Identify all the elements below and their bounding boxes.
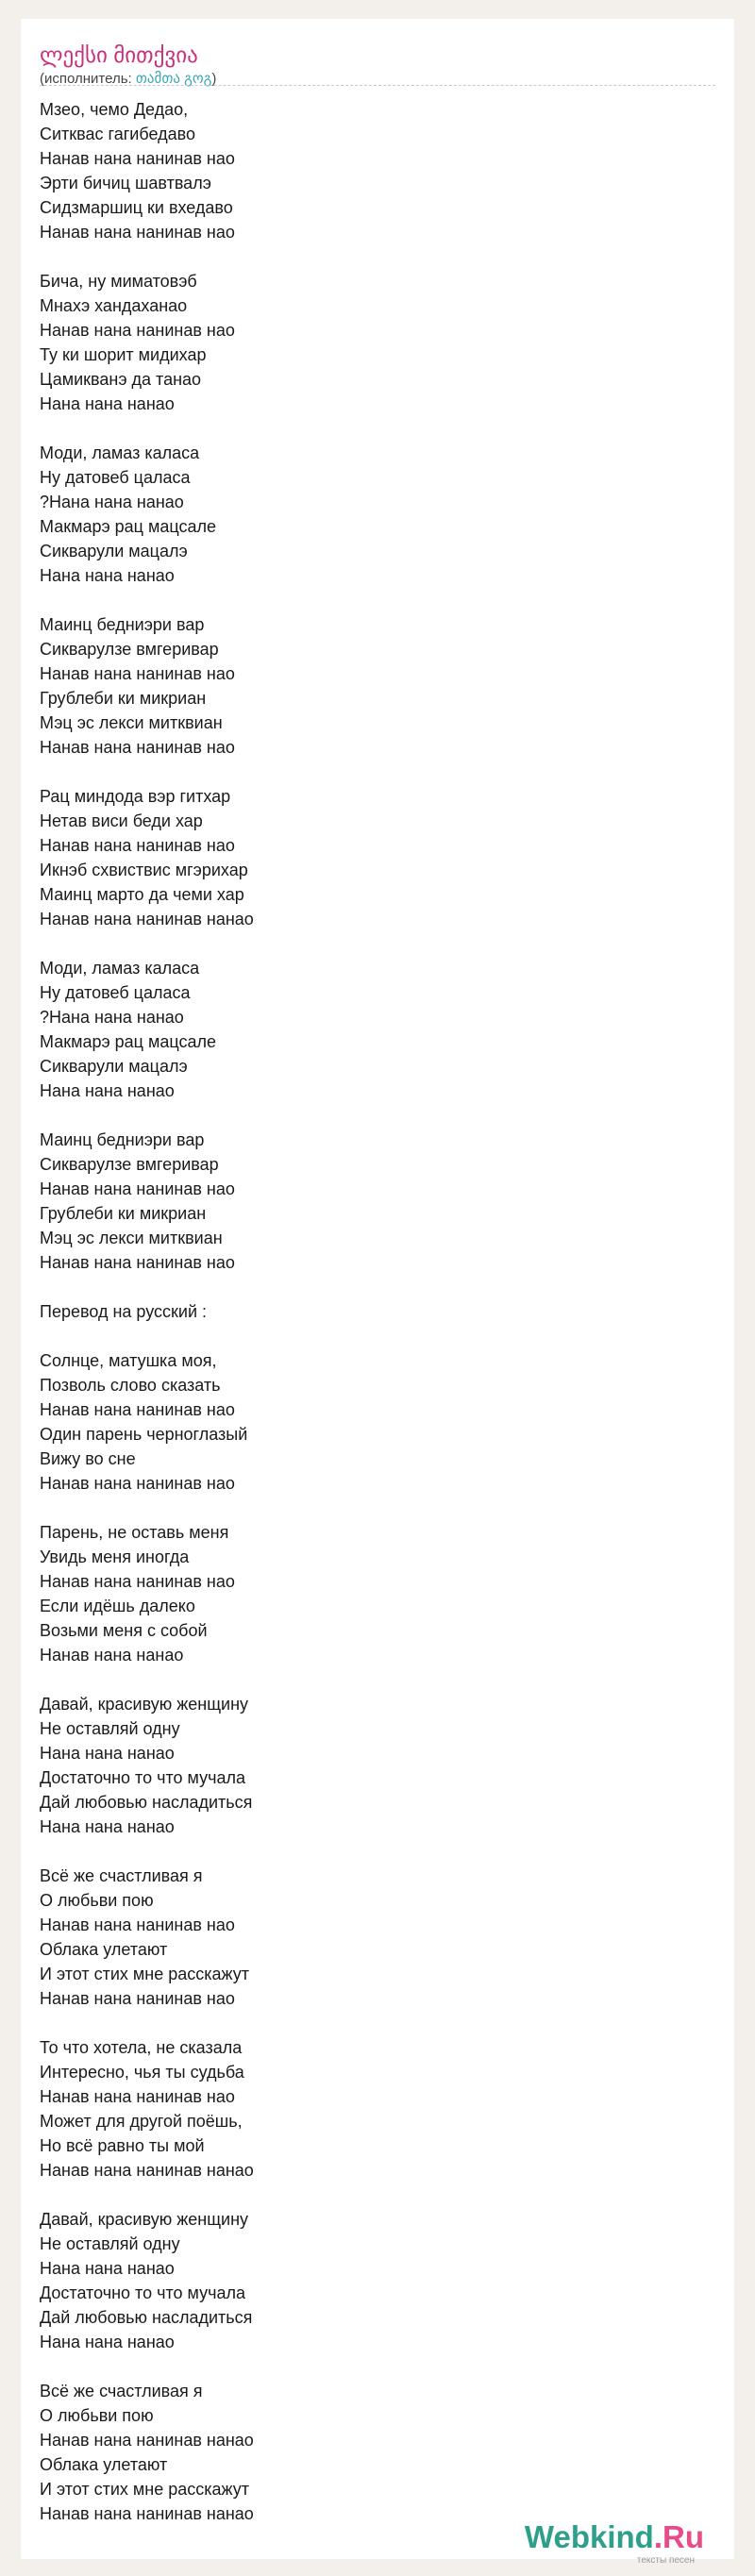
lyric-line: Нанав нана нанинав нао <box>40 1572 235 1591</box>
lyric-line: Интересно, чья ты судьба <box>40 2063 244 2082</box>
lyric-line: И этот стих мне расскажут <box>40 1965 250 1983</box>
lyric-line: Всё же счастливая я <box>40 2382 203 2400</box>
stanza <box>40 2035 715 2183</box>
logo-web-text: Webkind <box>524 2519 654 2554</box>
lyric-line: Макмарэ рац мацсале <box>40 1032 217 1051</box>
lyric-line: Мнахэ хандаханао <box>40 296 188 315</box>
lyric-line: Нана нана нанао <box>40 1744 175 1763</box>
stanza <box>40 956 715 1103</box>
lyric-line: Нанав нана нанинав нао <box>40 1989 235 2008</box>
lyric-line: Нана нана нанао <box>40 2259 175 2278</box>
lyric-line: Грублеби ки микриан <box>40 1204 207 1223</box>
lyric-line: Нанав нана нанинав нао <box>40 149 235 168</box>
lyric-line: Нанав нана нанинав нанао <box>40 2161 254 2180</box>
lyric-line: Рац миндода вэр гитхар <box>40 787 231 806</box>
header-divider <box>40 85 715 86</box>
lyric-line: Нанав нана нанинав нао <box>40 1915 235 1934</box>
lyrics-text <box>40 97 715 2551</box>
lyric-line: Нанав нана нанинав нао <box>40 738 235 757</box>
lyric-line: Дай любовью насладиться <box>40 1793 253 1812</box>
lyric-line: Но всё равно ты мой <box>40 2136 205 2155</box>
lyric-line: Нанав нана нанинав нао <box>40 1474 235 1493</box>
lyric-line: Сикварулзе вмгеривар <box>40 1155 219 1174</box>
lyric-line: Нанав нана нанинав нао <box>40 321 235 340</box>
lyric-line: Нанав нана нанинав нанао <box>40 2431 254 2450</box>
song-title: ლექსი მითქვია <box>40 42 198 67</box>
stanza <box>40 612 715 760</box>
stanza <box>40 1299 715 1324</box>
performer-close: ) <box>211 71 217 87</box>
lyric-line: Вижу во сне <box>40 1449 136 1468</box>
site-logo[interactable] <box>515 2519 704 2576</box>
song-header <box>40 40 715 106</box>
lyric-line: Не оставляй одну <box>40 1719 180 1738</box>
lyric-line: Нана нана нанао <box>40 2333 175 2351</box>
lyric-line: Возьми меня с собой <box>40 1621 208 1640</box>
lyrics-page <box>21 19 734 2566</box>
lyric-line: Мзео, чемо Дедао, <box>40 100 189 119</box>
lyric-line: Облака улетают <box>40 1940 168 1959</box>
stanza <box>40 1348 715 1496</box>
stanza <box>40 2379 715 2526</box>
lyric-line: Нанав нана нанинав нанао <box>40 2504 254 2523</box>
lyric-line: Мэц эс лекси митквиан <box>40 1229 223 1247</box>
lyric-line: Сидзмаршиц ки вхедаво <box>40 198 233 217</box>
lyric-line: Мэц эс лекси митквиан <box>40 713 223 732</box>
logo-tagline: тексты песен <box>636 2555 695 2566</box>
lyric-line: Если идёшь далеко <box>40 1597 195 1615</box>
lyric-line: Нанав нана нанинав нао <box>40 1400 235 1419</box>
lyric-line: Облака улетают <box>40 2455 168 2474</box>
lyric-line: Парень, не оставь меня <box>40 1523 229 1542</box>
lyric-line: Нанав нана нанинав нанао <box>40 910 254 928</box>
lyric-line: Нанав нана нанинав нао <box>40 664 235 683</box>
lyric-line: Позволь слово сказать <box>40 1376 221 1395</box>
lyric-line: Ну датовеб цаласа <box>40 983 191 1002</box>
logo-ru-text: .Ru <box>653 2519 704 2554</box>
lyric-line: Всё же счастливая я <box>40 1866 203 1885</box>
lyric-line: Нанав нана нанинав нао <box>40 2087 235 2106</box>
lyric-line: Ту ки шорит мидихар <box>40 345 207 364</box>
lyric-line: О любьви пою <box>40 1891 154 1910</box>
stanza <box>40 97 715 244</box>
lyric-line: Икнэб схвиствис мгэрихар <box>40 861 248 879</box>
lyric-line: Нанав нана нанинав нао <box>40 223 235 242</box>
lyric-line: Цамикванэ да танао <box>40 370 202 389</box>
lyric-line: Маинц бедниэри вар <box>40 1130 205 1149</box>
lyric-line: Нанав нана нанао <box>40 1646 184 1664</box>
lyric-line: Макмарэ рац мацсале <box>40 517 217 536</box>
lyric-line: Сикварулзе вмгеривар <box>40 640 219 659</box>
lyric-line: Давай, красивую женщину <box>40 1695 249 1714</box>
lyric-line: Давай, красивую женщину <box>40 2210 249 2229</box>
lyric-line: Сикварули мацалэ <box>40 1057 188 1076</box>
lyric-line: Нанав нана нанинав нао <box>40 836 235 855</box>
stanza <box>40 441 715 588</box>
lyric-line: И этот стих мне расскажут <box>40 2480 250 2499</box>
stanza <box>40 1520 715 1667</box>
lyric-line: Сикварули мацалэ <box>40 542 188 560</box>
lyric-line: Солнце, матушка моя, <box>40 1351 217 1370</box>
lyric-line: Ну датовеб цаласа <box>40 468 191 487</box>
performer-line <box>40 70 715 89</box>
lyric-line: Увидь меня иногда <box>40 1547 190 1566</box>
stanza <box>40 784 715 931</box>
stanza <box>40 1692 715 1839</box>
stanza <box>40 1864 715 2011</box>
lyric-line: Один парень черноглазый <box>40 1425 248 1444</box>
performer-label: (исполнитель: <box>40 71 136 87</box>
lyric-line: Грублеби ки микриан <box>40 689 207 708</box>
lyric-line: Эрти бичиц шавтвалэ <box>40 174 211 192</box>
lyric-line: Перевод на русский : <box>40 1302 207 1321</box>
lyric-line: Нана нана нанао <box>40 1081 175 1100</box>
lyric-line: Моди, ламаз каласа <box>40 959 200 978</box>
lyric-line: Достаточно то что мучала <box>40 2283 246 2302</box>
lyric-line: Нанав нана нанинав нао <box>40 1253 235 1272</box>
lyric-line: Нана нана нанао <box>40 1817 175 1836</box>
stanza <box>40 2207 715 2354</box>
lyric-line: Нана нана нанао <box>40 566 175 585</box>
lyric-line: ?Нана нана нанао <box>40 1008 184 1027</box>
lyric-line: ?Нана нана нанао <box>40 493 184 511</box>
lyric-line: Может для другой поёшь, <box>40 2112 243 2131</box>
lyric-line: Достаточно то что мучала <box>40 1768 246 1787</box>
stanza <box>40 269 715 416</box>
lyric-line: Ситквас гагибедаво <box>40 125 195 143</box>
lyric-line: Дай любовью насладиться <box>40 2308 253 2327</box>
lyric-line: Нана нана нанао <box>40 394 175 413</box>
lyric-line: Бича, ну миматовэб <box>40 272 197 291</box>
performer-link[interactable]: თამთა გოგ <box>135 71 212 87</box>
lyric-line: То что хотела, не сказала <box>40 2038 243 2057</box>
lyric-line: Моди, ламаз каласа <box>40 443 200 462</box>
lyric-line: О любьви пою <box>40 2406 154 2425</box>
lyric-line: Нанав нана нанинав нао <box>40 1179 235 1198</box>
lyric-line: Маинц марто да чеми хар <box>40 885 244 904</box>
lyric-line: Нетав виси беди хар <box>40 811 203 830</box>
stanza <box>40 1128 715 1275</box>
lyric-line: Не оставляй одну <box>40 2234 180 2253</box>
lyric-line: Маинц бедниэри вар <box>40 615 205 634</box>
